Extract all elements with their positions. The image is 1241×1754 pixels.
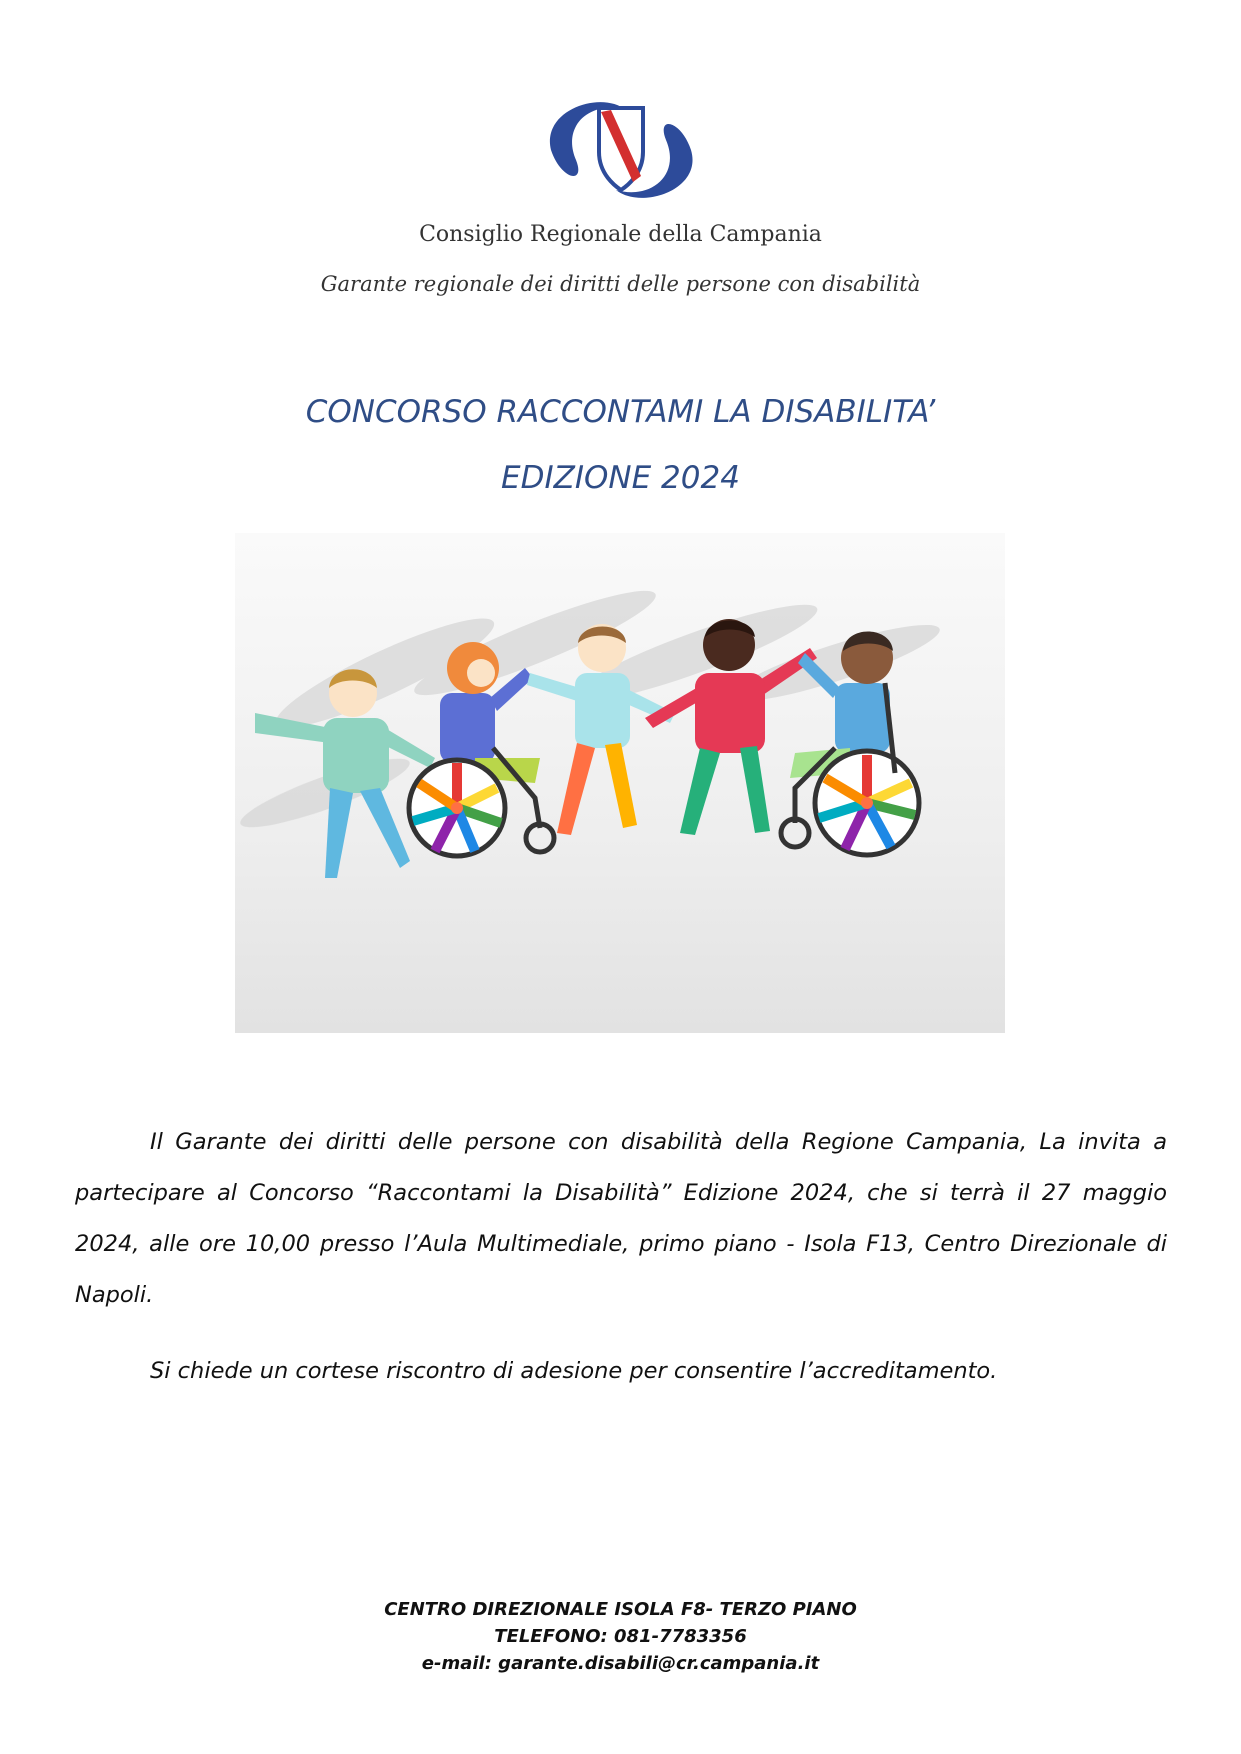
- org-name: Consiglio Regionale della Campania: [419, 222, 822, 247]
- document-edition: EDIZIONE 2024: [501, 460, 740, 496]
- org-subtitle: Garante regionale dei diritti delle persone con disabilità: [320, 272, 921, 296]
- footer-email[interactable]: e-mail: garante.disabili@cr.campania.it: [421, 1653, 820, 1674]
- footer-phone: TELEFONO: 081-7783356: [494, 1626, 747, 1647]
- footer-address: CENTRO DIREZIONALE ISOLA F8- TERZO PIANO: [384, 1599, 857, 1620]
- logo: [0, 90, 1241, 210]
- hero-illustration: [235, 533, 1005, 1033]
- regione-campania-emblem-icon: [531, 90, 711, 210]
- rsvp-paragraph: Si chiede un cortese riscontro di adesione per consentire l’accreditamento.: [150, 1358, 998, 1384]
- footer: [0, 1596, 1241, 1677]
- invitation-paragraph: Il Garante dei diritti delle persone con disabilità della Regione Campania, La invita a partecipare al Concorso “Raccontami la Disabilità” Edizione 2024, che si terrà il 27 maggio 2024, alle ore 10,00 presso l’Aula Multimediale, primo piano - Isola F13, Centro Direzionale di Napoli.: [75, 1129, 1167, 1308]
- paper-chain-people-illustration: [235, 533, 1005, 1033]
- document-title: CONCORSO RACCONTAMI LA DISABILITA’: [305, 394, 936, 430]
